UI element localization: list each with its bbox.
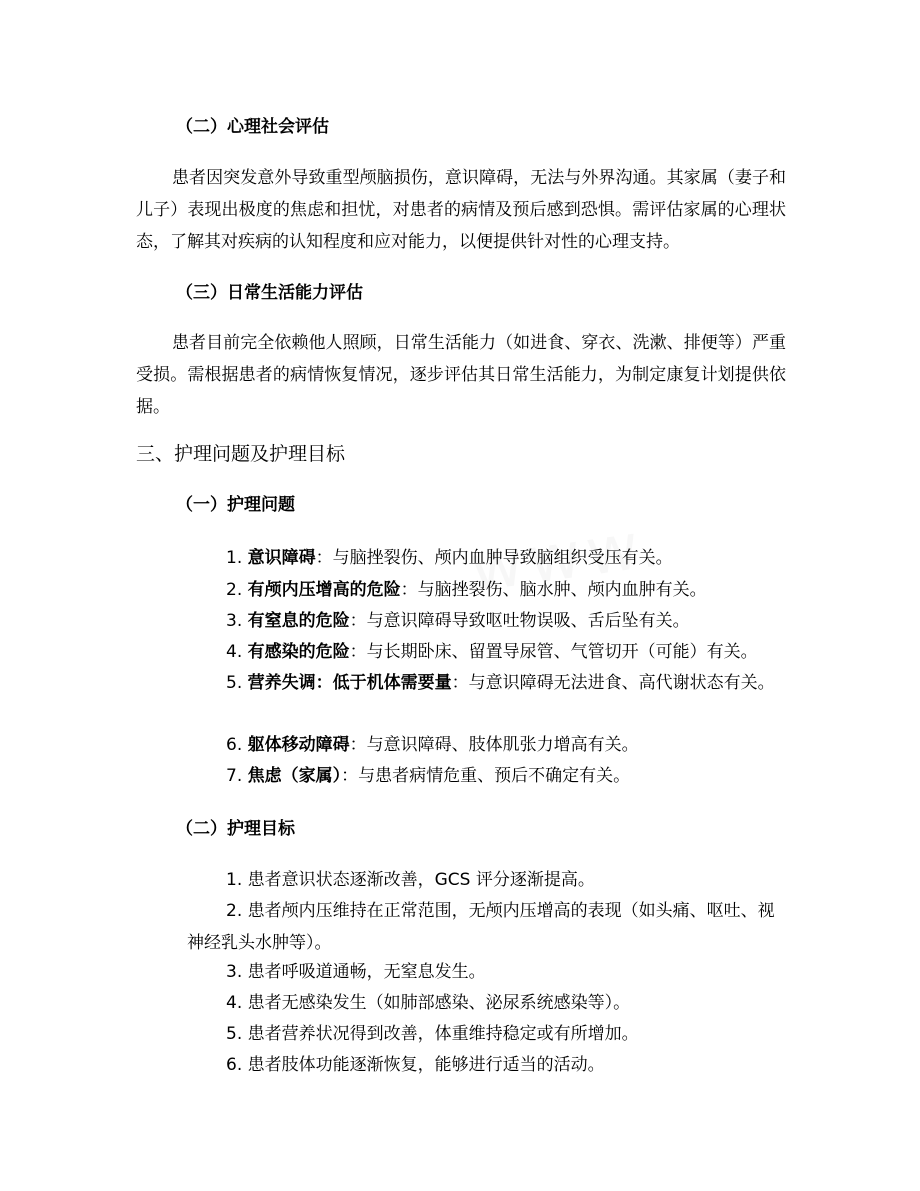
problem-term: 营养失调：低于机体需要量 — [247, 673, 452, 693]
paragraph-psychosocial: 患者因突发意外导致重型颅脑损伤，意识障碍，无法与外界沟通。其家属（妻子和儿子）表现出极度的焦虑和担忧，对患者的病情及预后感到恐惧。需评估家属的心理状态，了解其对疾病的认知程度和应对能力，以便提供针对性的心理支持。 — [136, 168, 786, 252]
problem-term: 有窒息的危险 — [247, 611, 350, 631]
list-item: 5. 患者营养状况得到改善，体重维持稳定或有所增加。 — [226, 1024, 639, 1044]
list-item: 2. 患者颅内压维持在正常范围，无颅内压增高的表现（如头痛、呕吐、视神经乳头水肿等）。 — [187, 901, 775, 953]
problem-desc: ：与长期卧床、留置导尿管、气管切开（可能）有关。 — [349, 642, 758, 662]
problem-desc: ：与脑挫裂伤、颅内血肿导致脑组织受压有关。 — [315, 548, 673, 568]
item-number: 3. — [226, 611, 248, 631]
item-number: 6. — [226, 735, 248, 755]
list-item: 4. 患者无感染发生（如肺部感染、泌尿系统感染等）。 — [226, 993, 631, 1013]
problem-desc: ：与患者病情危重、预后不确定有关。 — [341, 766, 631, 786]
heading-nursing-goals: （二）护理目标 — [176, 819, 295, 839]
problem-desc: ：与意识障碍、肢体肌张力增高有关。 — [349, 735, 639, 755]
item-number: 7. — [226, 766, 248, 786]
list-item — [187, 667, 789, 699]
item-number: 5. — [226, 673, 248, 693]
list-item: 1. 患者意识状态逐渐改善，GCS 评分逐渐提高。 — [226, 870, 595, 890]
list-item — [226, 765, 630, 787]
heading-adl-assessment: （三）日常生活能力评估 — [176, 283, 363, 303]
problem-desc: ：与脑挫裂伤、脑水肿、颅内血肿有关。 — [400, 580, 707, 600]
list-item — [226, 734, 639, 756]
item-number: 4. — [226, 642, 248, 662]
heading-nursing-problems: （一）护理问题 — [176, 495, 295, 515]
problem-term: 有感染的危险 — [247, 642, 350, 662]
problem-term: 焦虑（家属） — [247, 766, 342, 786]
problem-desc: ：与意识障碍无法进食、高代谢状态有关。 — [451, 673, 775, 693]
problem-term: 有颅内压增高的危险 — [247, 580, 401, 600]
problem-desc: ：与意识障碍导致呕吐物误吸、舌后坠有关。 — [349, 611, 690, 631]
item-number: 1. — [226, 548, 248, 568]
list-item — [226, 547, 673, 569]
list-item: 6. 患者肢体功能逐渐恢复，能够进行适当的活动。 — [226, 1055, 605, 1075]
problem-term: 意识障碍 — [247, 548, 316, 568]
list-item — [226, 579, 707, 601]
list-item — [226, 641, 758, 663]
list-item: 3. 患者呼吸道通畅，无窒息发生。 — [226, 962, 486, 982]
heading-psychosocial-assessment: （二）心理社会评估 — [176, 117, 329, 137]
list-item — [226, 610, 690, 632]
item-number: 2. — [226, 580, 248, 600]
problem-term: 躯体移动障碍 — [247, 735, 350, 755]
section-heading-nursing-problems-goals: 三、护理问题及护理目标 — [136, 443, 346, 465]
paragraph-adl: 患者目前完全依赖他人照顾，日常生活能力（如进食、穿衣、洗漱、排便等）严重受损。需根据患者的病情恢复情况，逐步评估其日常生活能力，为制定康复计划提供依据。 — [136, 333, 786, 417]
